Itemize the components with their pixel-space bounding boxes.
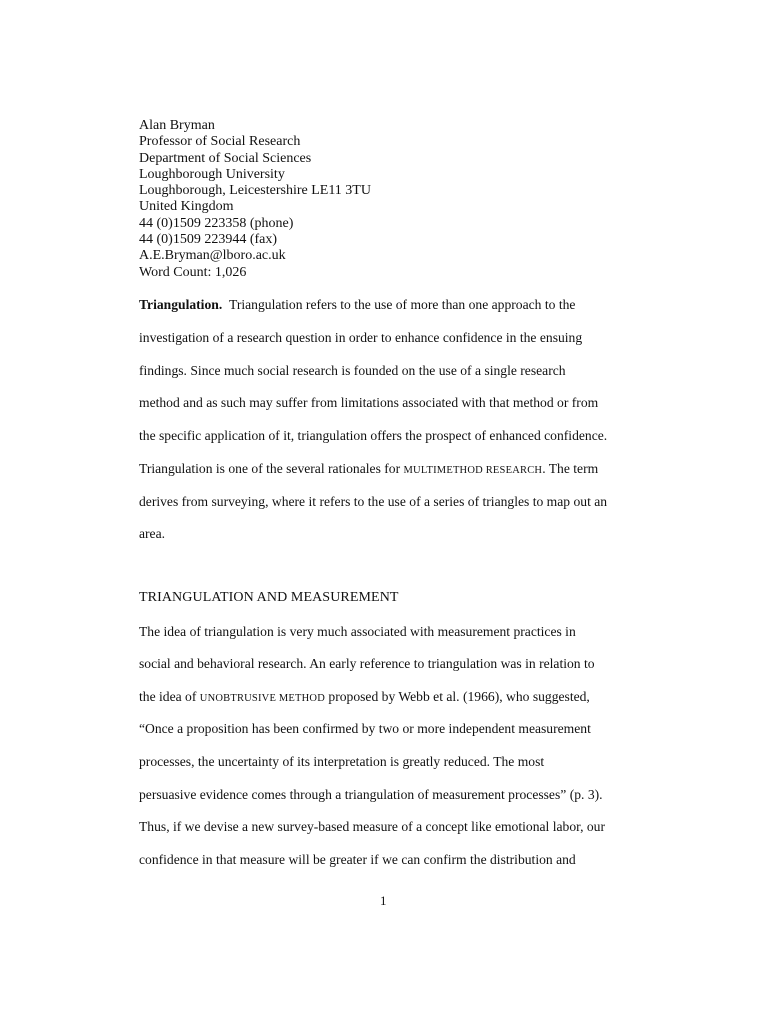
section-line-6: persuasive evidence comes through a triangulation of measurement processes” (p. 3). (139, 787, 603, 802)
entry-line-8: area. (139, 526, 166, 541)
entry-line-7: derives from surveying, where it refers to the use of a series of triangles to map out an (139, 494, 608, 509)
crossref-multimethod-research: MULTIMETHOD RESEARCH (403, 465, 543, 476)
section-line-8: confidence in that measure will be greater if we can confirm the distribution and (139, 852, 576, 867)
entry-line-2: investigation of a research question in order to enhance confidence in the ensuing (139, 330, 583, 345)
author-fax: 44 (0)1509 223944 (fax) (139, 232, 278, 248)
section-line-1: The idea of triangulation is very much associated with measurement practices in (139, 624, 576, 639)
section-line-3-pre: the idea of (139, 689, 200, 704)
section-line-7: Thus, if we devise a new survey-based measure of a concept like emotional labor, our (139, 819, 606, 834)
entry-line-6-pre: Triangulation is one of the several rationales for (139, 461, 404, 476)
entry-line-6-post: . The term (542, 461, 599, 476)
section-line-3 (139, 689, 590, 707)
section-heading: TRIANGULATION AND MEASUREMENT (139, 590, 399, 605)
author-city: Loughborough, Leicestershire LE11 3TU (139, 183, 371, 199)
entry-line-6 (139, 461, 598, 479)
section-line-3-post: proposed by Webb et al. (1966), who suggested, (325, 689, 590, 704)
word-count: Word Count: 1,026 (139, 264, 247, 280)
author-name: Alan Bryman (139, 118, 215, 133)
author-country: United Kingdom (139, 199, 234, 215)
section-line-4: “Once a proposition has been confirmed by two or more independent measurement (139, 721, 591, 736)
entry-line-5: the specific application of it, triangulation offers the prospect of enhanced confidence. (139, 428, 608, 443)
section-line-2: social and behavioral research. An early reference to triangulation was in relation to (139, 656, 595, 671)
author-department: Department of Social Sciences (139, 150, 312, 166)
author-address-block (139, 118, 371, 281)
section-line-5: processes, the uncertainty of its interpretation is greatly reduced. The most (139, 754, 545, 769)
entry-line-1 (139, 297, 575, 313)
entry-line-4: method and as such may suffer from limitations associated with that method or from (139, 395, 599, 410)
entry-line-3: findings. Since much social research is founded on the use of a single research (139, 363, 566, 378)
author-university: Loughborough University (139, 166, 285, 182)
entry-term: Triangulation. (139, 297, 223, 312)
entry-line-1-text: Triangulation refers to the use of more than one approach to the (229, 297, 576, 312)
author-phone: 44 (0)1509 223358 (phone) (139, 215, 294, 231)
author-email: A.E.Bryman@lboro.ac.uk (139, 248, 286, 264)
page-number: 1 (380, 893, 387, 908)
author-title: Professor of Social Research (139, 134, 301, 150)
crossref-unobtrusive-method: UNOBTRUSIVE METHOD (199, 693, 326, 704)
